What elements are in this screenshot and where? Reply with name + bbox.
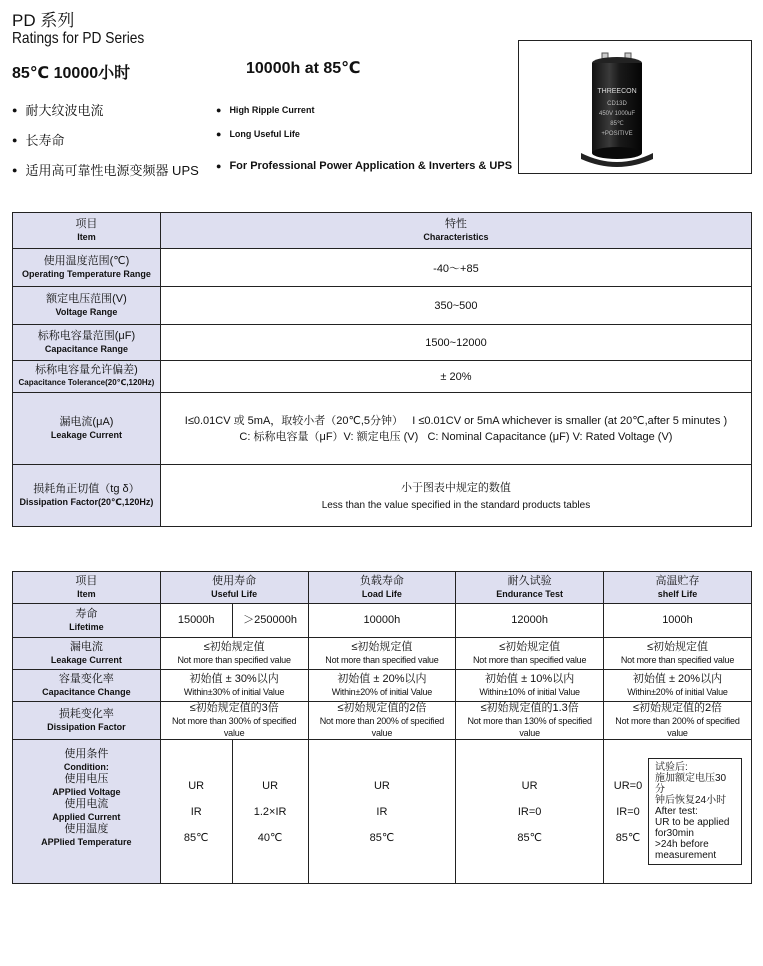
cell-text: Long Useful Life — [229, 129, 300, 139]
cell-text: Within±20% of initial Value — [331, 687, 433, 697]
table-cell — [603, 740, 751, 884]
cell-text: 85℃ — [183, 831, 209, 844]
marking-3: 85℃ — [610, 121, 624, 127]
spec-table — [12, 212, 752, 527]
cell-text: C: 标称电容量（μF）V: 额定电压 (V) — [239, 430, 419, 443]
cell-text: UR — [188, 779, 205, 792]
table-cell — [603, 670, 751, 702]
marking-1: CD13D — [607, 101, 627, 107]
feature-en-2 — [216, 128, 300, 140]
cell-text: Useful Life — [211, 589, 258, 599]
table-cell — [13, 702, 161, 740]
table-cell — [160, 465, 751, 527]
life-table — [12, 571, 752, 884]
cell-text: 耐久试验 — [507, 575, 552, 587]
cell-text: 高温贮存 — [655, 575, 700, 587]
table-cell — [13, 670, 161, 702]
cell-text: For Professional Power Application & Inverters & UPS — [229, 160, 513, 172]
cell-text: 使用电压 — [64, 773, 109, 785]
cell-text: 85℃ — [517, 831, 542, 844]
cell-text: Capacitance Range — [44, 344, 128, 354]
table-cell — [13, 287, 161, 325]
table-cell: -40～+85 — [160, 249, 751, 287]
table-cell: ＞250000h — [232, 604, 308, 638]
cell-text: ≤初始规定值 — [499, 641, 561, 653]
table-row — [13, 325, 752, 361]
cell-text: 施加额定电压30分 — [654, 773, 727, 795]
table-row — [13, 361, 752, 393]
bullet-icon: ● — [12, 164, 18, 175]
cell-text: ≤初始规定值 — [351, 641, 413, 653]
cell-text: 使用电流 — [64, 798, 109, 810]
table-row-leakage — [13, 393, 752, 465]
cell-text: Not more than 200% of specified value — [319, 716, 445, 738]
cell-text: Characteristics — [423, 232, 489, 242]
cell-text: ≤初始规定值 — [203, 641, 265, 653]
cell-text: Voltage Range — [55, 307, 118, 317]
table-cell — [160, 670, 308, 702]
capacitor-image — [519, 41, 751, 173]
table-cell: 15000h — [160, 604, 232, 638]
spec-header-row — [13, 213, 752, 249]
cell-text: 使用温度 — [64, 823, 109, 835]
cell-text: After test: — [654, 806, 698, 817]
cell-text: Leakage Current — [50, 430, 122, 440]
spec-header-item — [13, 213, 161, 249]
cell-text: 负载寿命 — [359, 575, 404, 587]
cell-text: IR — [376, 805, 388, 818]
cell-text: I ≤0.01CV or 5mA whichever is smaller (at 20℃,after 5 minutes ) — [412, 414, 728, 427]
cell-text: ≤初始规定值的3倍 — [189, 702, 279, 714]
table-cell — [603, 572, 751, 604]
cell-text: UR to be applied — [654, 817, 730, 828]
cell-text: UR=0 — [613, 779, 643, 792]
cell-text: 耐大纹波电流 — [25, 103, 104, 118]
table-cell — [13, 361, 161, 393]
cell-text: Not more than specified value — [620, 655, 735, 665]
cell-text: Not more than 200% of specified value — [615, 716, 740, 738]
cell-text: Item — [77, 232, 96, 242]
table-cell — [13, 325, 161, 361]
cell-text: 试验后: — [654, 762, 688, 773]
table-cell: ± 20% — [160, 361, 751, 393]
cell-text: Not more than specified value — [472, 655, 587, 665]
table-cell — [456, 670, 604, 702]
cell-text: 1.2×IR — [253, 805, 287, 818]
cell-text: Applied Current — [52, 812, 121, 822]
table-cell — [603, 702, 751, 740]
table-cell: 12000h — [456, 604, 604, 638]
table-row-leakage — [13, 638, 752, 670]
table-cell — [308, 638, 456, 670]
cell-text: 适用高可靠性电源变频器 UPS — [25, 163, 199, 178]
life-header-row — [13, 572, 752, 604]
bullet-icon: ● — [216, 161, 222, 171]
feature-cn-3 — [12, 160, 199, 179]
spec-header-char — [160, 213, 751, 249]
cell-text: Within±20% of initial Value — [627, 687, 728, 697]
cell-text: 长寿命 — [25, 133, 65, 148]
bullet-icon: ● — [12, 104, 18, 115]
table-cell — [456, 572, 604, 604]
feature-cn-1 — [12, 100, 103, 119]
cell-text: Lifetime — [69, 622, 104, 632]
bullet-icon: ● — [12, 134, 18, 145]
table-cell: 1000h — [603, 604, 751, 638]
cell-text: 使用寿命 — [212, 575, 257, 587]
cell-text: 初始值 ± 20%以内 — [632, 673, 723, 685]
marking-4: +POSITIVE — [601, 131, 633, 137]
table-cell — [456, 702, 604, 740]
cell-text: Dissipation Factor(20℃,120Hz) — [19, 497, 154, 507]
cell-text: IR — [190, 805, 202, 818]
table-cell — [13, 393, 161, 465]
cell-text: 标称电容量允许偏差) — [35, 364, 138, 376]
cell-text: 项目 — [75, 218, 98, 230]
cell-text: 初始值 ± 30%以内 — [189, 673, 279, 685]
table-cell — [13, 638, 161, 670]
after-test-note — [648, 758, 742, 865]
table-row-conditions — [13, 740, 752, 884]
cell-text: Capacitance Tolerance(20℃,120Hz) — [18, 378, 155, 387]
cell-text: for30min — [654, 828, 694, 839]
cell-text: IR=0 — [517, 805, 542, 818]
table-cell — [456, 638, 604, 670]
bullet-icon: ● — [216, 105, 222, 115]
cell-text: 85℃ — [615, 831, 641, 844]
table-cell — [160, 702, 308, 740]
cell-text: APPlied Voltage — [52, 787, 121, 797]
cell-text: 40℃ — [257, 831, 283, 844]
cell-text: Endurance Test — [496, 589, 564, 599]
cell-text: UR — [373, 779, 390, 792]
cell-text: Operating Temperature Range — [22, 269, 151, 279]
table-cell — [160, 638, 308, 670]
table-cell: 1500~12000 — [160, 325, 751, 361]
cell-text: Not more than 300% of specified value — [171, 716, 297, 738]
table-cell — [603, 638, 751, 670]
table-cell — [13, 604, 161, 638]
cell-text: UR — [262, 779, 279, 792]
table-cell — [456, 740, 604, 884]
cell-text: APPlied Temperature — [41, 837, 132, 847]
cell-text: ≤初始规定值 — [646, 641, 709, 653]
cell-text: IR=0 — [616, 805, 640, 818]
table-cell — [308, 740, 456, 884]
cell-text: 额定电压范围(V) — [46, 293, 127, 305]
cell-text: ≤初始规定值的1.3倍 — [480, 702, 579, 714]
cell-text: I≤0.01CV 或 5mA，取较小者（20℃,5分钟） — [184, 414, 404, 427]
table-row-cap-change — [13, 670, 752, 702]
cell-text: UR — [521, 779, 538, 792]
feature-cn-2 — [12, 130, 64, 149]
table-cell — [13, 572, 161, 604]
table-cell — [160, 572, 308, 604]
cell-text: Not more than 130% of specified value — [467, 716, 592, 738]
feature-en-1 — [216, 104, 314, 116]
cell-text: Dissipation Factor — [47, 722, 126, 732]
cell-text: 漏电流(μA) — [59, 416, 114, 428]
table-cell — [13, 249, 161, 287]
table-row — [13, 249, 752, 287]
table-cell: 10000h — [308, 604, 456, 638]
series-subtitle: Ratings for PD Series — [12, 30, 145, 47]
product-photo — [518, 40, 752, 174]
cell-text: 使用温度范围(℃) — [43, 255, 130, 267]
cell-text: 标称电容量范围(μF) — [37, 330, 136, 342]
table-row-dissipation — [13, 465, 752, 527]
cell-text: ≤初始规定值的2倍 — [337, 702, 427, 714]
cell-text: measurement — [654, 850, 717, 861]
cell-text: Not more than specified value — [177, 655, 291, 665]
table-cell: 350~500 — [160, 287, 751, 325]
table-cell — [160, 393, 751, 465]
cell-text: Not more than specified value — [325, 655, 439, 665]
cell-text: 特性 — [444, 218, 467, 230]
rating-en: 10000h at 85℃ — [246, 60, 361, 77]
cell-text: C: Nominal Capacitance (μF) V: Rated Voltage (V) — [427, 430, 673, 443]
cell-text: 寿命 — [75, 608, 98, 620]
table-cell — [232, 740, 308, 884]
table-cell — [13, 465, 161, 527]
cell-text: Load Life — [361, 589, 402, 599]
table-row-df-change — [13, 702, 752, 740]
cell-text: Leakage Current — [50, 655, 122, 665]
cell-text: 漏电流 — [69, 641, 103, 653]
table-cell — [308, 702, 456, 740]
cell-text: >24h before — [654, 839, 709, 850]
cell-text: Within±10% of initial Value — [479, 687, 580, 697]
cell-text: 小于图表中规定的数值 — [400, 481, 511, 494]
feature-en-3 — [216, 160, 512, 172]
cell-text: Capacitance Change — [42, 687, 131, 697]
cell-text: ≤初始规定值的2倍 — [632, 702, 723, 714]
brand-label: THREECON — [597, 88, 637, 95]
table-cell — [160, 740, 232, 884]
cell-text: Condition: — [63, 762, 109, 772]
cell-text: 损耗变化率 — [58, 708, 114, 720]
table-cell — [13, 740, 161, 884]
cell-text: Item — [77, 589, 96, 599]
cell-text: 85℃ — [369, 831, 395, 844]
cell-text: Within±30% of initial Value — [183, 687, 285, 697]
cell-text: 初始值 ± 20%以内 — [337, 673, 427, 685]
cell-text: High Ripple Current — [229, 105, 315, 115]
cell-text: 使用条件 — [64, 748, 109, 760]
marking-2: 450V 1000uF — [598, 111, 636, 117]
cell-text: 初始值 ± 10%以内 — [485, 673, 575, 685]
rating-cn: 85℃ 10000小时 — [12, 65, 131, 82]
table-cell — [308, 670, 456, 702]
cell-text: shelf Life — [657, 589, 698, 599]
table-row — [13, 287, 752, 325]
cell-text: 容量变化率 — [58, 673, 114, 685]
table-row-lifetime — [13, 604, 752, 638]
series-title: PD 系列 — [12, 11, 75, 30]
cell-text: Less than the value specified in the standard products tables — [321, 499, 591, 511]
cell-text: 项目 — [75, 575, 98, 587]
bullet-icon: ● — [216, 129, 222, 139]
cell-text: 损耗角正切值（tg δ） — [33, 483, 140, 495]
cell-text: 钟后恢复24小时 — [654, 795, 727, 806]
table-cell — [308, 572, 456, 604]
